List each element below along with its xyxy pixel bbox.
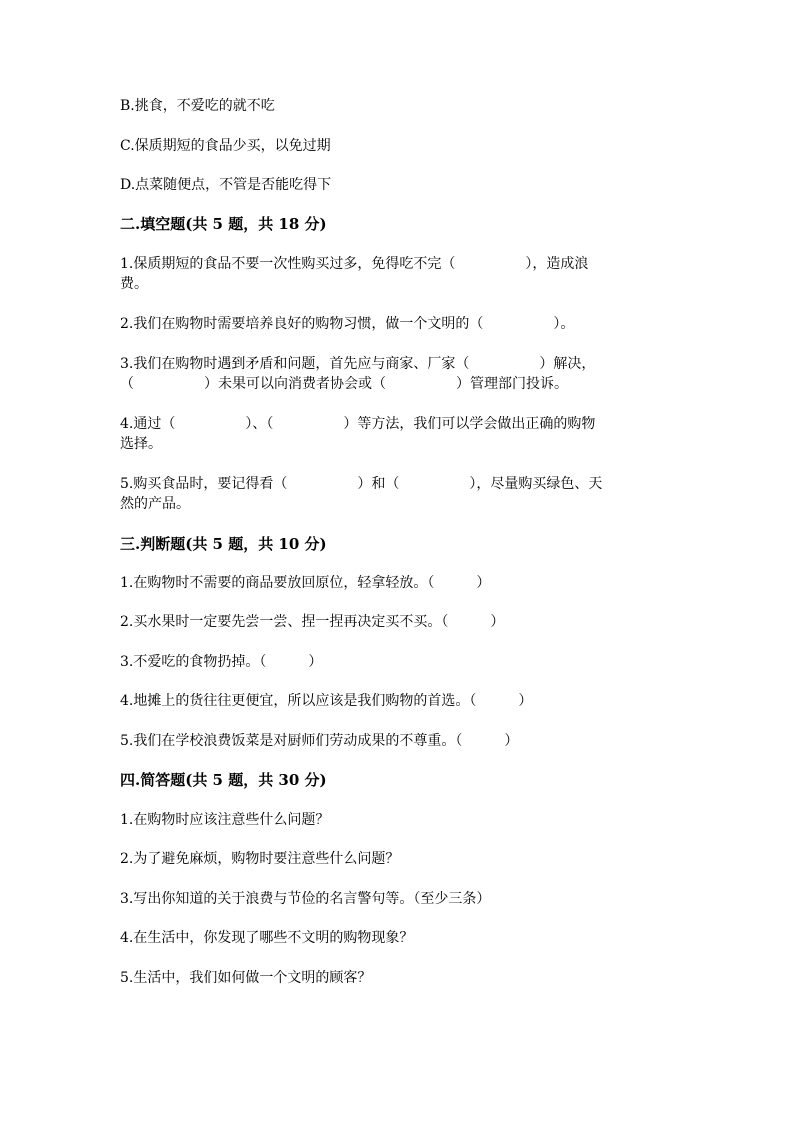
fill-question-5-continued: 然的产品。: [120, 496, 190, 512]
section-heading-fill-blank: 二.填空题(共 5 题，共 18 分): [120, 215, 327, 233]
choice-option-c: C.保质期短的食品少买，以免过期: [120, 138, 331, 154]
section-heading-short-answer: 四.简答题(共 5 题，共 30 分): [120, 771, 327, 789]
short-answer-question-2: 2.为了避免麻烦，购物时要注意些什么问题？: [120, 851, 400, 867]
judgment-question-2: 2.买水果时一定要先尝一尝、捏一捏再决定买不买。（ ）: [120, 614, 505, 630]
choice-option-d: D.点菜随便点，不管是否能吃得下: [120, 177, 332, 193]
short-answer-question-4: 4.在生活中，你发现了哪些不文明的购物现象？: [120, 930, 414, 946]
fill-question-1-continued: 费。: [120, 276, 148, 292]
fill-question-5: 5.购买食品时，要记得看（ ）和（ ），尽量购买绿色、天: [120, 476, 603, 492]
fill-question-3: 3.我们在购物时遇到矛盾和问题，首先应与商家、厂家（ ）解决，: [120, 356, 596, 372]
judgment-question-4: 4.地摊上的货往往更便宜，所以应该是我们购物的首选。（ ）: [120, 693, 533, 709]
section-heading-judgment: 三.判断题(共 5 题，共 10 分): [120, 535, 327, 553]
judgment-question-1: 1.在购物时不需要的商品要放回原位，轻拿轻放。（ ）: [120, 575, 491, 591]
fill-question-4: 4.通过（ ）、（ ）等方法，我们可以学会做出正确的购物: [120, 416, 596, 432]
fill-question-3-continued: （ ）未果可以向消费者协会或（ ）管理部门投诉。: [120, 376, 568, 392]
fill-question-1: 1.保质期短的食品不要一次性购买过多，免得吃不完（ ），造成浪: [120, 256, 589, 272]
short-answer-question-3: 3.写出你知道的关于浪费与节俭的名言警句等。（至少三条）: [120, 891, 491, 907]
fill-question-2: 2.我们在购物时需要培养良好的购物习惯，做一个文明的（ ）。: [120, 316, 575, 332]
judgment-question-5: 5.我们在学校浪费饭菜是对厨师们劳动成果的不尊重。（ ）: [120, 733, 519, 749]
judgment-question-3: 3.不爱吃的食物扔掉。（ ）: [120, 654, 323, 670]
fill-question-4-continued: 选择。: [120, 436, 162, 452]
short-answer-question-5: 5.生活中，我们如何做一个文明的顾客？: [120, 970, 372, 986]
choice-option-b: B.挑食，不爱吃的就不吃: [120, 98, 275, 114]
short-answer-question-1: 1.在购物时应该注意些什么问题？: [120, 812, 330, 828]
